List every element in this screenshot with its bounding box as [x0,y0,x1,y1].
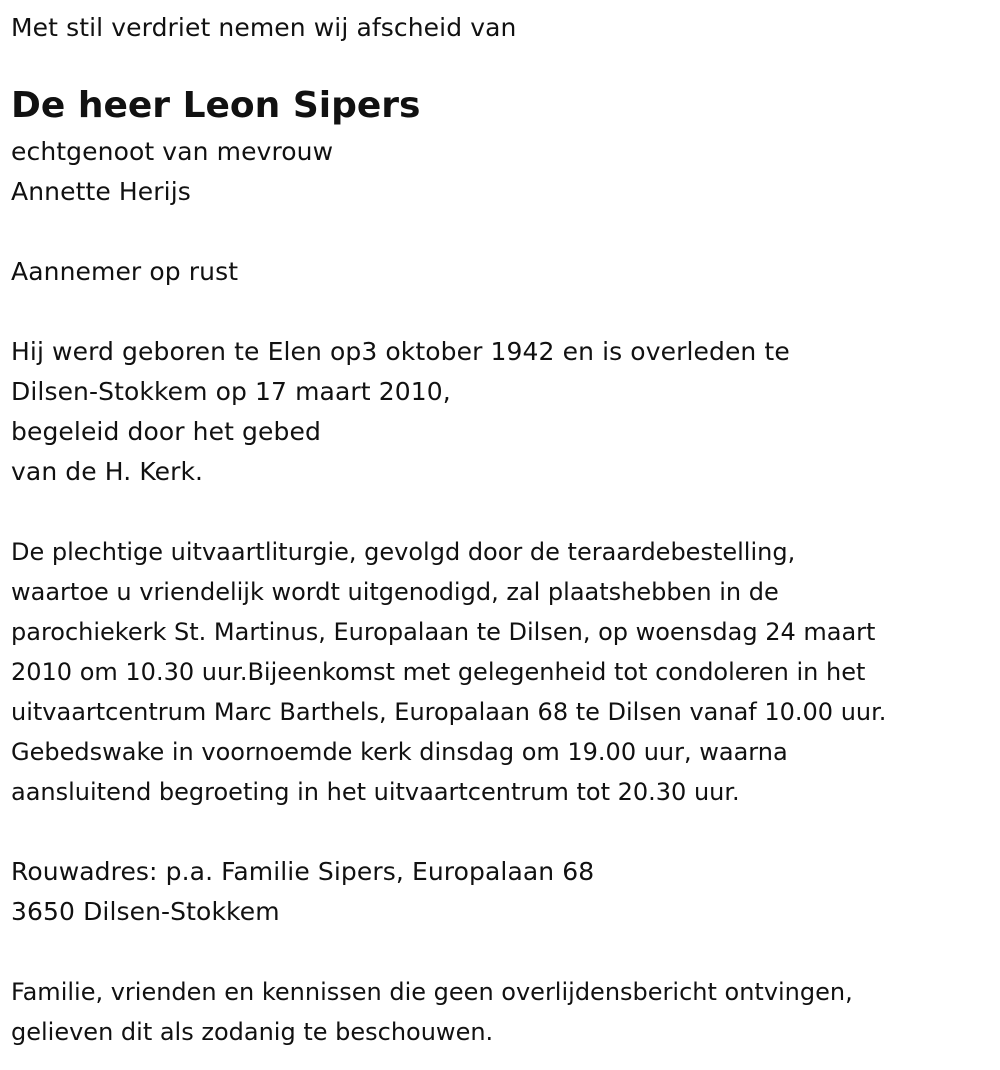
closing-line-2: gelieven dit als zodanig te beschouwen. [11,1018,494,1046]
closing-line-1: Familie, vrienden en kennissen die geen overlijdensbericht ontvingen, [11,978,853,1006]
spouse-line-2: Annette Herijs [11,177,191,206]
birth-death-line-1: Hij werd geboren te Elen op3 oktober 1942 en is overleden te [11,337,790,366]
spacer [11,932,1000,972]
birth-death-line-2: Dilsen-Stokkem op 17 maart 2010, [11,377,451,406]
birth-death-line-4: van de H. Kerk. [11,457,204,486]
funeral-line-1: De plechtige uitvaartliturgie, gevolgd door de teraardebestelling, [11,538,796,566]
birth-death-line-3: begeleid door het gebed [11,417,321,446]
funeral-line-2: waartoe u vriendelijk wordt uitgenodigd, zal plaatshebben in de [11,578,779,606]
spacer [11,292,1000,332]
intro-text: Met stil verdriet nemen wij afscheid van [11,13,517,42]
spacer [11,492,1000,532]
funeral-line-4: 2010 om 10.30 uur.Bijeenkomst met gelegenheid tot condoleren in het [11,658,866,686]
occupation-text: Aannemer op rust [11,257,239,286]
funeral-line-6: Gebedswake in voornoemde kerk dinsdag om 19.00 uur, waarna [11,738,788,766]
address-line-1: Rouwadres: p.a. Familie Sipers, Europalaan 68 [11,857,595,886]
address-line-2: 3650 Dilsen-Stokkem [11,897,280,926]
funeral-line-3: parochiekerk St. Martinus, Europalaan te Dilsen, op woensdag 24 maart [11,618,876,646]
deceased-name: De heer Leon Sipers [11,85,421,126]
spacer [11,812,1000,852]
spacer [11,212,1000,252]
funeral-line-5: uitvaartcentrum Marc Barthels, Europalaan 68 te Dilsen vanaf 10.00 uur. [11,698,887,726]
funeral-line-7: aansluitend begroeting in het uitvaartcentrum tot 20.30 uur. [11,778,740,806]
spouse-line-1: echtgenoot van mevrouw [11,137,334,166]
